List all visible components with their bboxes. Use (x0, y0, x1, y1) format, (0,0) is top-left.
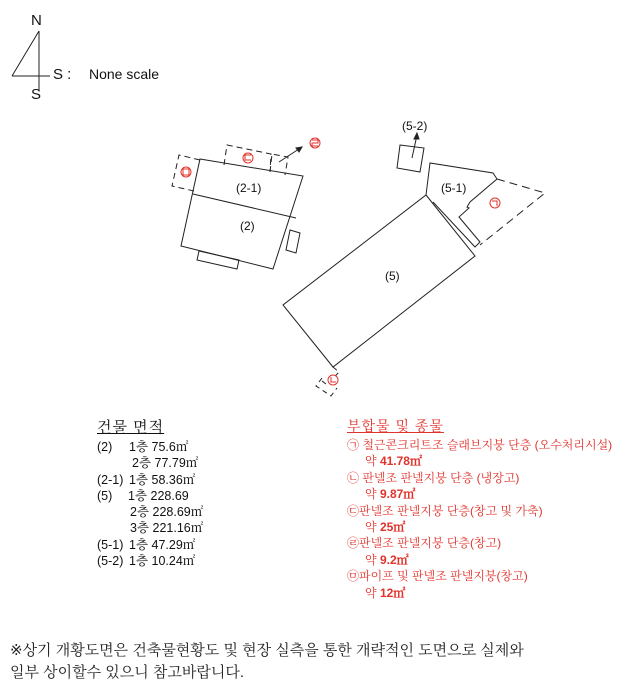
accessory-area-prefix: 약 (365, 520, 380, 535)
building-5-2 (397, 145, 424, 172)
area-row (97, 439, 297, 455)
accessory-area (347, 519, 632, 535)
annex-right (286, 230, 300, 253)
area-value: 2층 77.79㎡ (132, 456, 199, 471)
accessory-title: 부합물 및 종물 (347, 418, 444, 434)
accessory-area-value: 9.2㎡ (379, 552, 409, 567)
area-value: 3층 221.16㎡ (130, 521, 204, 536)
compass-north-label: N (31, 12, 42, 29)
area-row (97, 472, 297, 488)
accessory-area-value: 41.78㎡ (379, 454, 422, 469)
accessory-1-outline (480, 179, 545, 245)
area-value: 1층 228.69 (128, 488, 189, 503)
area-code: (2-1) (97, 472, 124, 487)
accessory-desc: ㉢판넬조 판넬지붕 단층(창고 및 가축) (347, 503, 543, 518)
accessory-area-value: 12㎡ (379, 585, 406, 600)
footnote-line-1: ※상기 개황도면은 건축물현황도 및 현장 실측을 통한 개략적인 도면으로 실제와 (10, 642, 524, 659)
area-value: 1층 58.36㎡ (129, 472, 196, 487)
accessory-area-prefix: 약 (365, 585, 380, 600)
accessory-desc: ㉣판넬조 판넬지붕 단층(창고) (347, 536, 502, 551)
area-code: (5) (97, 488, 113, 503)
building-areas-panel (97, 416, 297, 569)
building-areas-title: 건물 면적 (97, 419, 165, 436)
accessory-desc: ㉤파이프 및 판넬조 판넬지붕(창고) (347, 569, 528, 584)
compass-side-label: S : (53, 66, 72, 83)
footnote-line-2: 일부 상이할수 있으니 참고바랍니다. (10, 664, 245, 681)
area-row (97, 504, 297, 520)
accessory-area (347, 552, 632, 568)
area-row (97, 488, 297, 504)
building-5 (283, 195, 475, 367)
accessory-area-value: 25㎡ (379, 520, 406, 535)
area-value: 1층 47.29㎡ (129, 537, 196, 552)
accessory-item (347, 535, 632, 568)
area-value: 1층 75.6㎡ (129, 440, 189, 454)
accessory-area-prefix: 약 (365, 552, 380, 567)
accessory-item (347, 470, 632, 503)
accessory-desc: ㉡ 판넬조 판넬지붕 단층 (냉장고) (347, 470, 520, 485)
compass-south-label: S (31, 86, 42, 103)
building-2 (181, 159, 303, 269)
area-value: 1층 10.24㎡ (129, 554, 196, 569)
accessory-area-prefix: 약 (365, 454, 380, 469)
accessory-area-prefix: 약 (365, 487, 380, 502)
marker-1-icon (490, 198, 500, 208)
accessory-item (347, 503, 632, 536)
accessory-list (347, 437, 632, 601)
label-building-2-1: (2-1) (236, 181, 262, 195)
accessory-area (347, 453, 632, 469)
area-code: (2) (97, 440, 113, 454)
scale-text: None scale (89, 66, 160, 82)
accessory-item (347, 437, 632, 470)
area-row (97, 455, 297, 471)
accessory-area (347, 486, 632, 502)
marker-2-icon (328, 375, 338, 385)
accessory-item (347, 568, 632, 601)
label-building-5-2: (5-2) (402, 119, 428, 133)
accessory-panel (347, 416, 632, 601)
area-row (97, 520, 297, 536)
label-building-5-1: (5-1) (441, 181, 467, 195)
accessory-desc: ㉠ 철근콘크리트조 슬래브지붕 단층 (오수처리시설) (347, 438, 613, 452)
area-code: (5-1) (97, 537, 124, 552)
area-value: 2층 228.69㎡ (130, 505, 204, 520)
area-code: (5-2) (97, 554, 124, 569)
building-areas-list (97, 439, 297, 569)
area-row (97, 553, 297, 569)
accessory-area (347, 585, 632, 601)
label-building-2: (2) (240, 219, 255, 233)
footnote (10, 640, 634, 684)
accessory-area-value: 9.87㎡ (379, 487, 416, 502)
label-building-5: (5) (385, 269, 400, 283)
area-row (97, 537, 297, 553)
